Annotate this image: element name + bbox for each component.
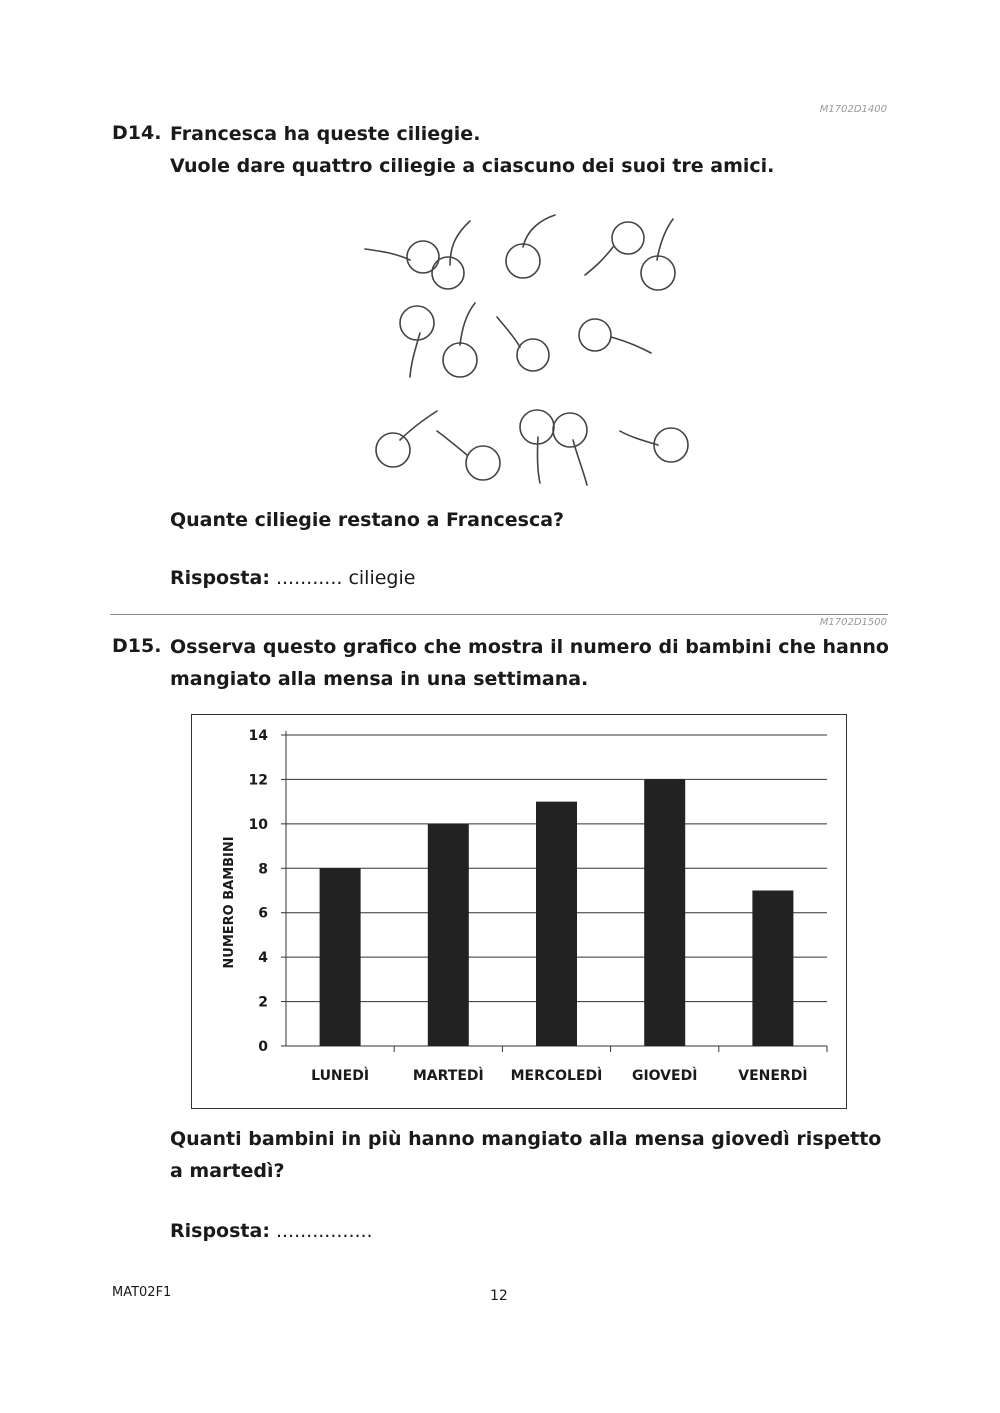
x-category-label: GIOVEDÌ (631, 1068, 698, 1084)
answer-field[interactable]: ................ (275, 1220, 373, 1242)
x-category-label: LUNEDÌ (311, 1068, 370, 1084)
question-line: mangiato alla mensa in una settimana. (170, 668, 589, 690)
cherry-icon (497, 317, 549, 371)
x-category-label: VENERDÌ (738, 1068, 808, 1084)
cherry-icon (641, 219, 675, 290)
chart-svg (192, 715, 848, 1110)
cherry-icon (585, 222, 644, 275)
bar-chart (191, 714, 847, 1109)
cherry-icon (376, 411, 437, 467)
answer-field[interactable]: ........... ciliegie (275, 567, 416, 589)
y-tick-label: 10 (248, 816, 268, 833)
y-tick-label: 2 (258, 994, 268, 1011)
answer-label: Risposta: (170, 567, 270, 589)
question-text (170, 118, 890, 182)
question-line: Osserva questo grafico che mostra il numero di bambini che hanno (170, 636, 889, 658)
footer-code: MAT02F1 (112, 1285, 172, 1300)
y-tick-label: 14 (248, 728, 268, 744)
bar (320, 868, 361, 1046)
cherry-icon (432, 221, 470, 289)
question-code: M1702D1500 (819, 617, 887, 628)
question-line: Francesca ha queste ciliegie. (170, 123, 481, 145)
question-line: a martedì? (170, 1160, 285, 1182)
answer-label: Risposta: (170, 1220, 270, 1242)
answer-line (170, 567, 415, 589)
question-number: D14. (112, 122, 162, 144)
section-divider (110, 614, 888, 615)
bar (752, 891, 793, 1047)
bar (644, 779, 685, 1046)
y-tick-label: 4 (258, 950, 268, 967)
page-number: 12 (490, 1288, 508, 1304)
cherries-illustration (355, 205, 695, 495)
cherry-icon (520, 410, 554, 483)
x-category-label: MARTEDÌ (412, 1068, 484, 1084)
cherry-icon (506, 215, 555, 278)
y-tick-label: 12 (248, 772, 268, 789)
cherry-icon (437, 431, 500, 480)
cherry-icon (579, 319, 651, 353)
cherry-icon (553, 413, 587, 485)
bar (536, 802, 577, 1046)
x-category-label: MERCOLEDÌ (510, 1068, 603, 1084)
y-tick-label: 0 (258, 1039, 268, 1055)
bar (428, 824, 469, 1046)
y-axis-label: NUMERO BAMBINI (222, 836, 237, 969)
y-tick-label: 8 (258, 861, 268, 878)
cherry-icon (400, 306, 434, 377)
question-prompt: Quante ciliegie restano a Francesca? (170, 509, 565, 531)
y-tick-label: 6 (258, 905, 268, 922)
question-line: Vuole dare quattro ciliegie a ciascuno dei suoi tre amici. (170, 155, 775, 177)
cherry-icon (620, 428, 688, 462)
cherry-icon (443, 303, 477, 377)
question-text (170, 631, 890, 695)
question-code: M1702D1400 (819, 104, 887, 115)
question-line: Quanti bambini in più hanno mangiato alla mensa giovedì rispetto (170, 1128, 882, 1150)
answer-line (170, 1220, 373, 1242)
question-number: D15. (112, 635, 162, 657)
question-prompt (170, 1123, 890, 1187)
cherry-icon (365, 241, 439, 273)
